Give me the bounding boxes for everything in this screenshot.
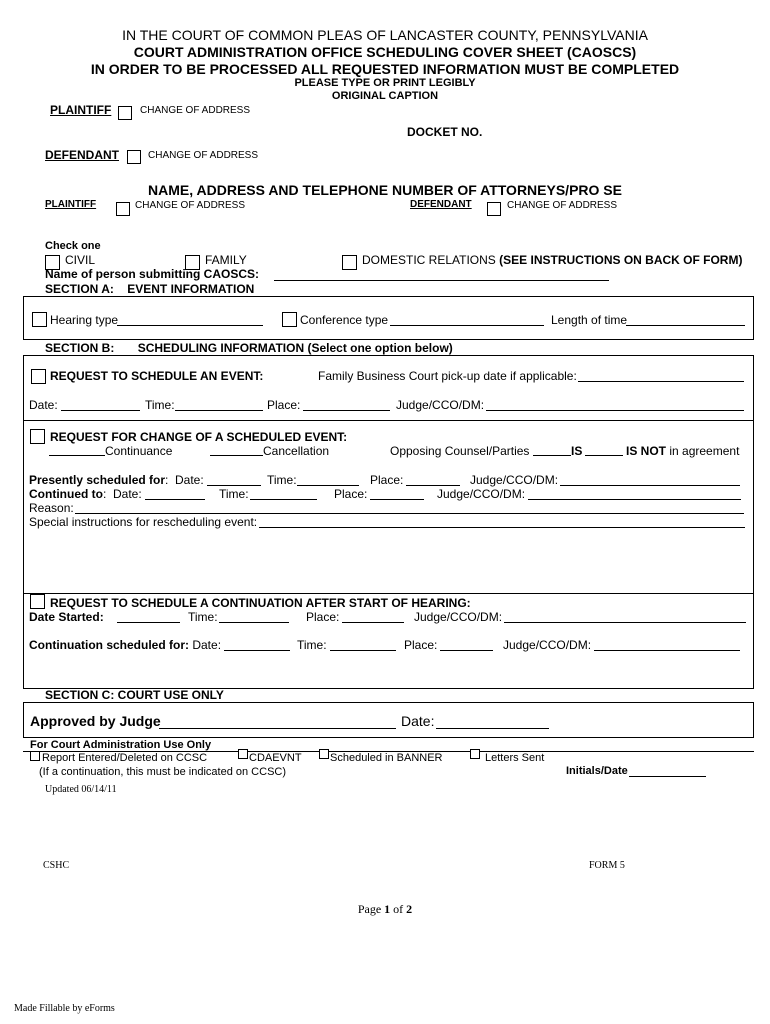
- approved-by-judge-input[interactable]: [159, 728, 396, 729]
- continuation-time-input[interactable]: [330, 650, 396, 651]
- attorney-plaintiff-change-checkbox[interactable]: [116, 202, 130, 216]
- civil-label: CIVIL: [65, 253, 96, 267]
- report-entered-checkbox[interactable]: [30, 751, 40, 761]
- form-code: CSHC: [43, 860, 70, 871]
- length-of-time-input[interactable]: [626, 325, 745, 326]
- presently-judge-input[interactable]: [560, 485, 740, 486]
- original-caption: ORIGINAL CAPTION: [331, 90, 439, 102]
- continued-judge-label: Judge/CCO/DM:: [437, 487, 526, 501]
- attorneys-heading: NAME, ADDRESS AND TELEPHONE NUMBER OF ATTORNEYS/PRO SE: [148, 182, 622, 198]
- continued-place-label: Place:: [334, 487, 368, 501]
- approval-date-input[interactable]: [436, 728, 549, 729]
- presently-date-label: Date:: [175, 473, 204, 487]
- continuation-date-input[interactable]: [224, 650, 290, 651]
- request-continuation-label: REQUEST TO SCHEDULE A CONTINUATION AFTER START OF HEARING:: [50, 596, 471, 610]
- letters-sent-checkbox[interactable]: [470, 749, 480, 759]
- section-a-title: SECTION A: EVENT INFORMATION: [45, 282, 255, 296]
- continuance-label: Continuance: [105, 444, 173, 458]
- special-instructions-label: Special instructions for rescheduling event:: [29, 515, 258, 529]
- initials-date-label: Initials/Date: [566, 765, 628, 777]
- domestic-relations-label: DOMESTIC RELATIONS (SEE INSTRUCTIONS ON BACK OF FORM): [362, 253, 743, 267]
- hearing-type-checkbox[interactable]: [32, 312, 47, 327]
- is-label: IS: [571, 444, 583, 458]
- family-label: FAMILY: [205, 253, 247, 267]
- hearing-type-input[interactable]: [117, 325, 263, 326]
- event-divider: [23, 420, 754, 421]
- date-started-input[interactable]: [117, 622, 180, 623]
- scheduled-banner-label: Scheduled in BANNER: [330, 752, 443, 764]
- event-place-input[interactable]: [303, 410, 390, 411]
- conference-type-label: Conference type: [300, 313, 389, 327]
- cdaevnt-checkbox[interactable]: [238, 749, 248, 759]
- continuation-time-label: Time:: [297, 638, 327, 652]
- cancellation-label: Cancellation: [263, 444, 330, 458]
- event-time-label: Time:: [145, 398, 175, 412]
- opposing-label: Opposing Counsel/Parties: [390, 444, 530, 458]
- started-time-input[interactable]: [219, 622, 289, 623]
- presently-place-label: Place:: [370, 473, 404, 487]
- attorney-defendant-label: DEFENDANT: [410, 199, 472, 210]
- request-event-checkbox[interactable]: [31, 369, 46, 384]
- submitter-label: Name of person submitting CAOSCS:: [45, 267, 260, 281]
- event-date-input[interactable]: [61, 410, 140, 411]
- is-not-input[interactable]: [585, 455, 623, 456]
- updated-date: Updated 06/14/11: [45, 784, 117, 795]
- attorney-plaintiff-change-label: CHANGE OF ADDRESS: [135, 200, 246, 211]
- continued-date-input[interactable]: [145, 499, 205, 500]
- change-divider: [23, 593, 754, 594]
- domestic-relations-note: (SEE INSTRUCTIONS ON BACK OF FORM): [499, 253, 743, 267]
- presently-place-input[interactable]: [406, 485, 460, 486]
- defendant-change-address-label: CHANGE OF ADDRESS: [148, 150, 259, 161]
- court-heading: IN THE COURT OF COMMON PLEAS OF LANCASTER COUNTY, PENNSYLVANIA: [122, 27, 648, 43]
- print-notice: PLEASE TYPE OR PRINT LEGIBLY: [294, 77, 476, 89]
- is-not-label: IS NOT in agreement: [626, 444, 740, 458]
- request-continuation-checkbox[interactable]: [30, 594, 45, 609]
- approval-date-label: Date:: [401, 713, 435, 729]
- section-c-title: SECTION C: COURT USE ONLY: [45, 688, 224, 702]
- section-a-box: [23, 296, 754, 340]
- request-event-label: REQUEST TO SCHEDULE AN EVENT:: [50, 369, 264, 383]
- docket-no-label: DOCKET NO.: [407, 125, 483, 139]
- started-place-label: Place:: [306, 610, 340, 624]
- cdaevnt-label: CDAEVNT: [249, 752, 302, 764]
- presently-date-input[interactable]: [207, 485, 261, 486]
- conference-type-checkbox[interactable]: [282, 312, 297, 327]
- reason-label: Reason:: [29, 501, 74, 515]
- attorney-plaintiff-label: PLAINTIFF: [45, 199, 97, 210]
- plaintiff-change-address-checkbox[interactable]: [118, 106, 132, 120]
- started-judge-input[interactable]: [504, 622, 746, 623]
- plaintiff-change-address-label: CHANGE OF ADDRESS: [140, 105, 251, 116]
- page-indicator: Page 1 of 2: [357, 902, 413, 916]
- continuation-judge-label: Judge/CCO/DM:: [503, 638, 592, 652]
- event-date-label: Date:: [29, 398, 58, 412]
- domestic-relations-checkbox[interactable]: [342, 255, 357, 270]
- presently-judge-label: Judge/CCO/DM:: [470, 473, 559, 487]
- presently-time-input[interactable]: [297, 485, 359, 486]
- continued-to-label: Continued to:: [29, 487, 107, 501]
- started-place-input[interactable]: [342, 622, 404, 623]
- submitter-input[interactable]: [274, 280, 609, 281]
- event-judge-input[interactable]: [486, 410, 744, 411]
- event-place-label: Place:: [267, 398, 301, 412]
- continued-time-input[interactable]: [250, 499, 317, 500]
- family-pickup-input[interactable]: [578, 381, 744, 382]
- approved-by-judge-label: Approved by Judge: [30, 713, 161, 729]
- continued-date-label: Date:: [113, 487, 142, 501]
- date-started-label: Date Started:: [29, 610, 104, 624]
- defendant-change-address-checkbox[interactable]: [127, 150, 141, 164]
- event-time-input[interactable]: [175, 410, 263, 411]
- attorney-defendant-change-checkbox[interactable]: [487, 202, 501, 216]
- special-instructions-input[interactable]: [259, 527, 745, 528]
- completion-notice: IN ORDER TO BE PROCESSED ALL REQUESTED INFORMATION MUST BE COMPLETED: [90, 61, 680, 77]
- continued-place-input[interactable]: [370, 499, 424, 500]
- family-pickup-label: Family Business Court pick-up date if applicable:: [318, 369, 577, 383]
- continuation-judge-input[interactable]: [594, 650, 740, 651]
- defendant-label: DEFENDANT: [45, 148, 119, 162]
- section-b-title: SECTION B: SCHEDULING INFORMATION (Select one option below): [45, 341, 453, 355]
- check-one-label: Check one: [45, 240, 101, 252]
- conference-type-input[interactable]: [390, 325, 544, 326]
- hearing-type-label: Hearing type: [50, 313, 119, 327]
- presently-time-label: Time:: [267, 473, 297, 487]
- scheduled-banner-checkbox[interactable]: [319, 749, 329, 759]
- admin-use-label: For Court Administration Use Only: [30, 739, 212, 751]
- continuation-note: (If a continuation, this must be indicated on CCSC): [39, 766, 287, 778]
- form-title: COURT ADMINISTRATION OFFICE SCHEDULING COVER SHEET (CAOSCS): [133, 44, 637, 60]
- request-change-label: REQUEST FOR CHANGE OF A SCHEDULED EVENT:: [50, 430, 348, 444]
- form-number: FORM 5: [589, 860, 625, 871]
- continued-judge-input[interactable]: [528, 499, 741, 500]
- letters-sent-label: Letters Sent: [485, 752, 545, 764]
- event-judge-label: Judge/CCO/DM:: [396, 398, 485, 412]
- presently-label: Presently scheduled for:: [29, 473, 169, 487]
- made-fillable-credit: Made Fillable by eForms: [14, 1003, 115, 1014]
- reason-input[interactable]: [75, 513, 744, 514]
- started-judge-label: Judge/CCO/DM:: [414, 610, 503, 624]
- plaintiff-label: PLAINTIFF: [50, 103, 112, 117]
- cancellation-input[interactable]: [210, 455, 263, 456]
- initials-date-input[interactable]: [629, 776, 706, 777]
- is-input[interactable]: [533, 455, 571, 456]
- continuation-place-input[interactable]: [440, 650, 493, 651]
- continuation-for-label: Continuation scheduled for: Date:: [29, 638, 222, 652]
- continuation-place-label: Place:: [404, 638, 438, 652]
- request-change-checkbox[interactable]: [30, 429, 45, 444]
- report-entered-label: Report Entered/Deleted on CCSC: [42, 752, 208, 764]
- started-time-label: Time:: [188, 610, 218, 624]
- continuance-input[interactable]: [49, 455, 105, 456]
- attorney-defendant-change-label: CHANGE OF ADDRESS: [507, 200, 618, 211]
- length-of-time-label: Length of time: [551, 313, 628, 327]
- continued-time-label: Time:: [219, 487, 249, 501]
